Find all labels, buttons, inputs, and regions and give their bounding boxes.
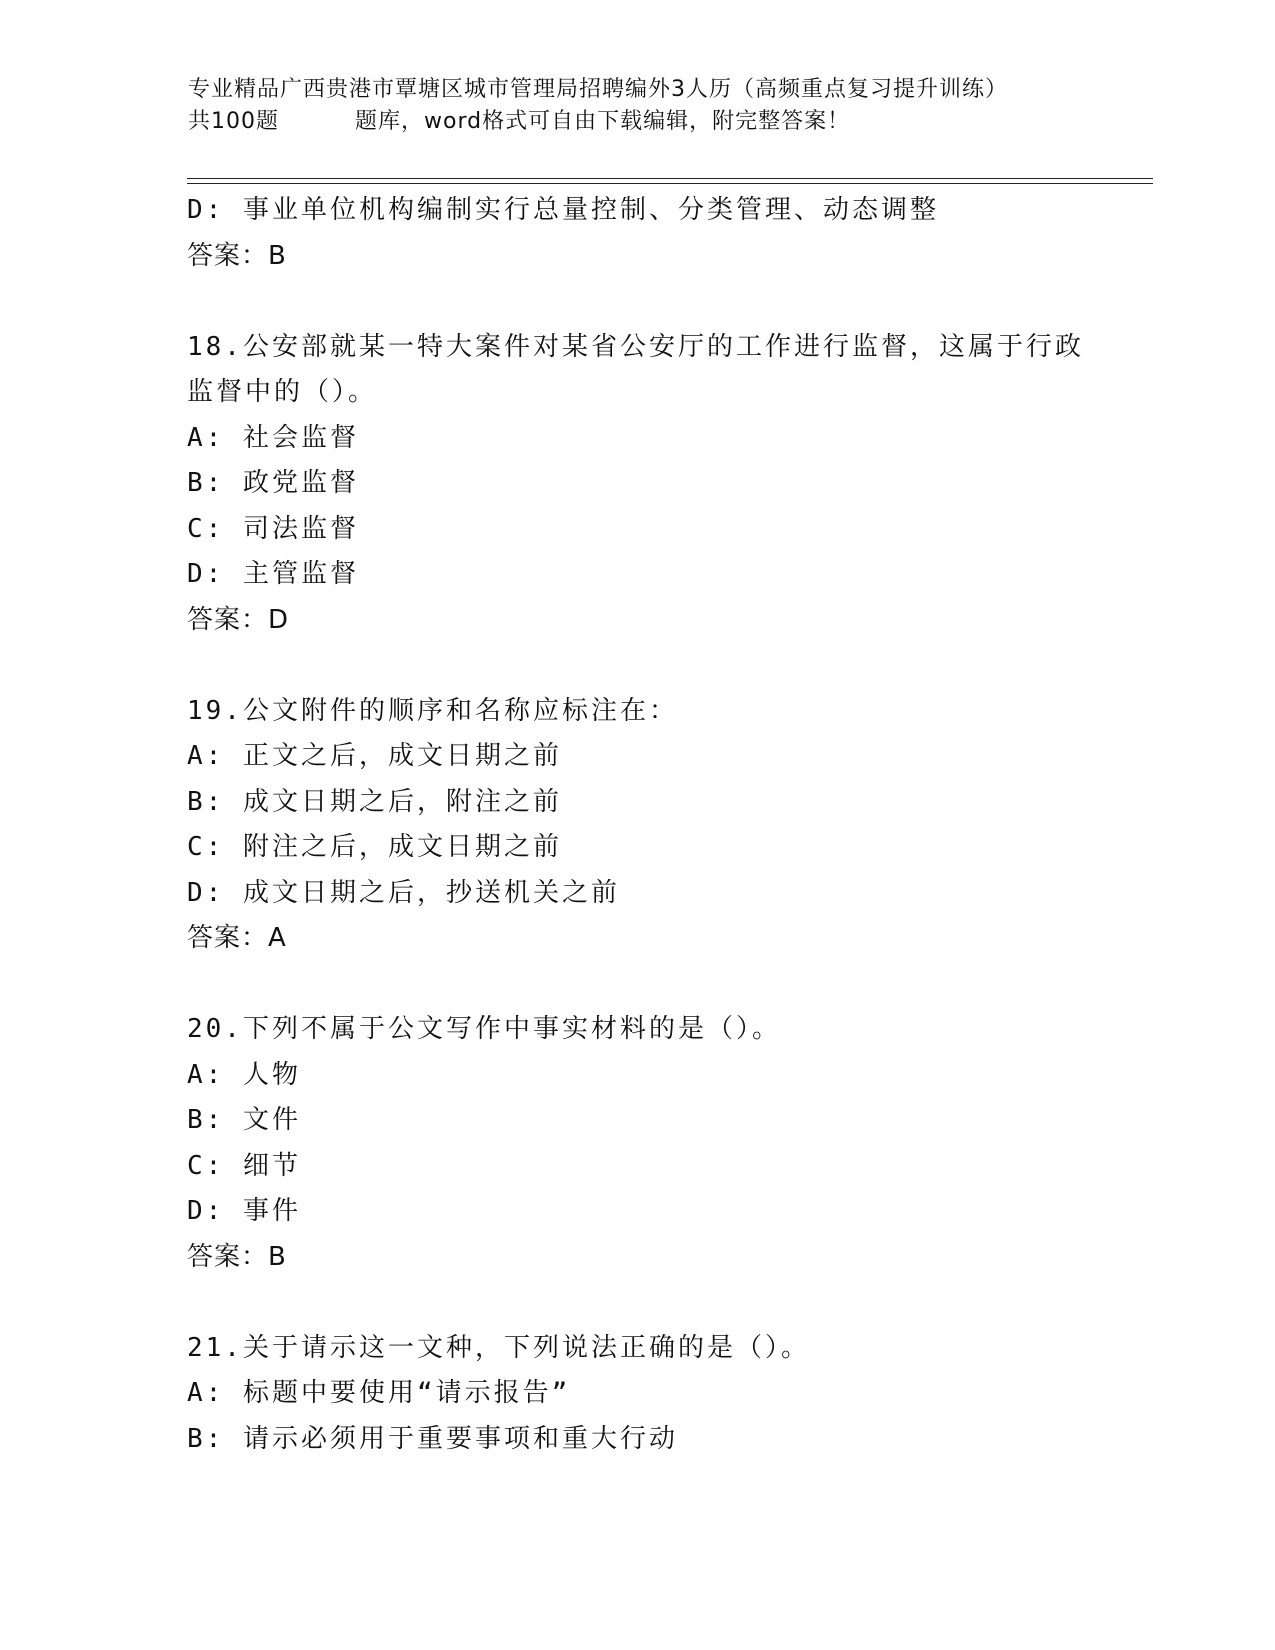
question-stem-continued: 监督中的（）。 [187,377,378,407]
option-c: C: 附注之后，成文日期之前 [187,832,562,862]
option-b: B: 请示必须用于重要事项和重大行动 [187,1423,678,1454]
option-b: B: 文件 [187,1105,301,1135]
document-header [188,74,1148,138]
answer: 答案：D [187,604,290,635]
header-question-count: 共100题 [188,109,279,134]
answer: 答案：B [187,240,287,271]
question-stem: 21.关于请示这一文种，下列说法正确的是（）。 [187,1332,810,1363]
header-description: 题库，word格式可自由下载编辑，附完整答案！ [355,109,851,134]
question-17 [187,188,1147,279]
option-d: D: 事业单位机构编制实行总量控制、分类管理、动态调整 [187,195,939,225]
question-20 [187,1007,1147,1280]
question-list [187,188,1147,1462]
option-b: B: 成文日期之后，附注之前 [187,786,562,817]
header-title: 专业精品广西贵港市覃塘区城市管理局招聘编外3人历（高频重点复习提升训练） [188,77,1008,102]
option-a: A: 正文之后，成文日期之前 [187,741,562,771]
option-d: D: 成文日期之后，抄送机关之前 [187,877,620,908]
option-c: C: 细节 [187,1150,301,1181]
answer: 答案：A [187,923,287,953]
question-19 [187,689,1147,962]
option-a: A: 人物 [187,1059,301,1090]
question-spacer [187,962,1147,1008]
option-b: B: 政党监督 [187,468,359,498]
question-spacer [187,643,1147,689]
option-a: A: 标题中要使用“请示报告” [187,1378,571,1408]
option-a: A: 社会监督 [187,422,359,453]
question-stem: 20.下列不属于公文写作中事实材料的是（）。 [187,1014,781,1044]
question-spacer [187,279,1147,325]
question-stem: 19.公文附件的顺序和名称应标注在： [187,695,678,726]
header-divider-bottom [187,183,1153,184]
answer: 答案：B [187,1241,287,1272]
question-spacer [187,1280,1147,1326]
option-c: C: 司法监督 [187,513,359,544]
option-d: D: 事件 [187,1196,301,1226]
header-subtitle [188,106,1148,138]
question-stem: 18.公安部就某一特大案件对某省公安厅的工作进行监督，这属于行政 [187,331,1084,362]
question-21 [187,1326,1147,1463]
question-18 [187,325,1147,644]
option-d: D: 主管监督 [187,559,359,589]
header-divider-top [187,178,1153,179]
